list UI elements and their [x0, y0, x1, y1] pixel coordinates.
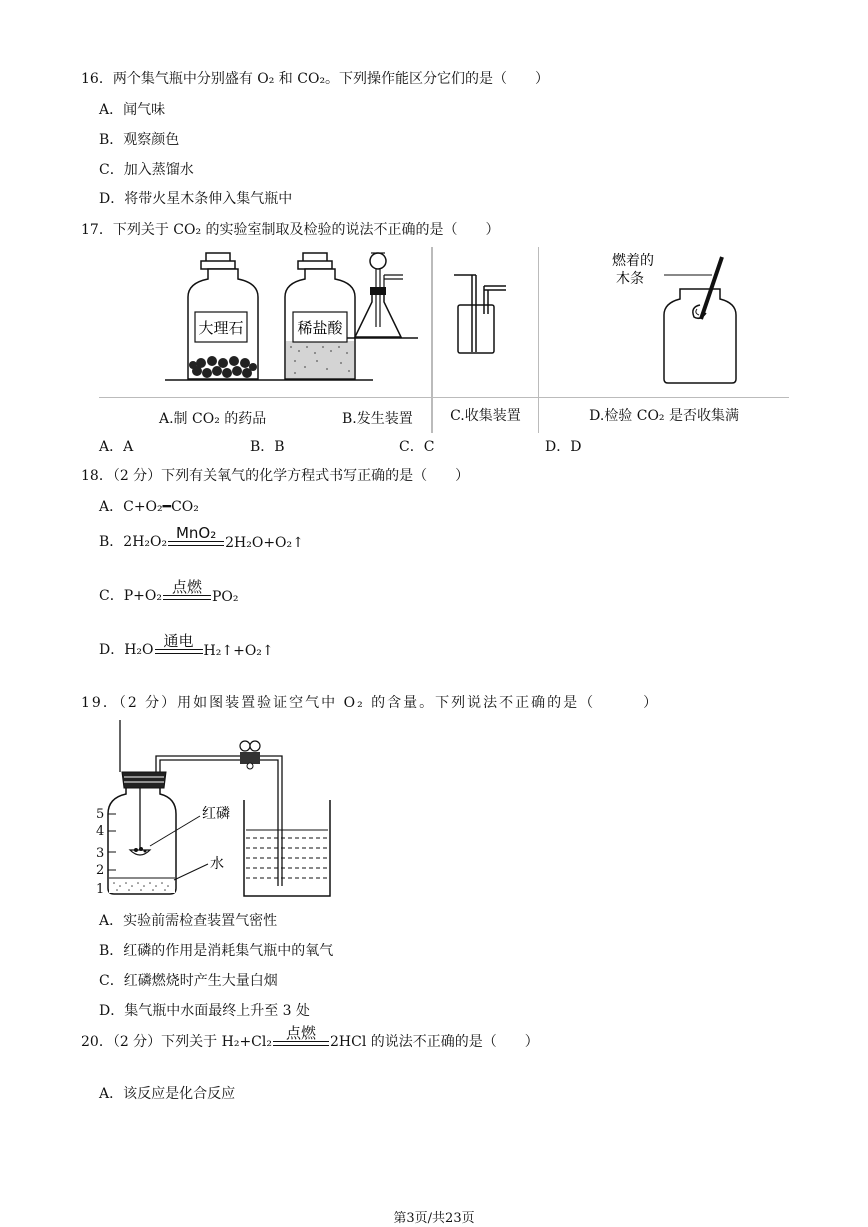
scale-3: 3	[96, 846, 105, 861]
label-water: 水	[210, 856, 224, 872]
q16-option-d: D．将带火星木条伸入集气瓶中	[99, 191, 293, 207]
label-stick: 木条	[616, 271, 645, 288]
q16-option-b: B．观察颜色	[99, 132, 180, 148]
caption-a: A.制 CO₂ 的药品	[159, 410, 267, 427]
q20-stem-suffix: 2HCl 的说法不正确的是（ ）	[329, 1034, 539, 1050]
q18-option-a: A．C+O₂━CO₂	[99, 499, 199, 515]
q18-d-condition: 通电	[163, 632, 194, 650]
q18-b-reactant: B．2H₂O₂	[99, 534, 168, 550]
q18-b-condition: MnO₂	[175, 524, 217, 542]
caption-b: B.发生装置	[342, 410, 413, 427]
q18-option-d	[99, 633, 274, 659]
scale-4: 4	[96, 824, 105, 839]
figure-c-cell	[432, 247, 538, 397]
q18-b-product: 2H₂O+O₂↑	[225, 535, 304, 551]
q18-option-c	[99, 579, 238, 605]
scale-2: 2	[96, 863, 105, 878]
q20-stem	[81, 1025, 539, 1051]
label-marble: 大理石	[198, 319, 244, 338]
generation-apparatus-figure	[343, 247, 423, 342]
reagent-bottles-figure	[155, 247, 375, 392]
q16-option-c: C．加入蒸馏水	[99, 162, 194, 178]
q18-option-b	[99, 525, 304, 551]
q17-option-b: B．B	[250, 439, 285, 455]
q17-option-d: D．D	[545, 439, 582, 455]
q20-option-a: A．该反应是化合反应	[99, 1086, 236, 1102]
collection-bottle-figure	[450, 270, 520, 370]
q20-condition: 点燃	[285, 1024, 316, 1042]
q16-option-a: A．闻气味	[99, 102, 166, 118]
q18-stem: 18．（2 分）下列有关氧气的化学方程式书写正确的是（ ）	[81, 468, 470, 484]
q17-stem: 17．下列关于 CO₂ 的实验室制取及检验的说法不正确的是（ ）	[81, 222, 500, 238]
q17-option-a: A．A	[99, 439, 134, 455]
page-footer: 第3页/共23页	[393, 1211, 475, 1226]
q19-option-a: A．实验前需检查装置气密性	[99, 913, 278, 929]
label-burning: 燃着的	[612, 253, 655, 270]
q19-option-c: C．红磷燃烧时产生大量白烟	[99, 973, 278, 989]
q19-option-d: D．集气瓶中水面最终上升至 3 处	[99, 1003, 311, 1019]
q17-option-c: C．C	[399, 439, 435, 455]
q18-d-reactant: D．H₂O	[99, 642, 154, 658]
q17-figure-table	[99, 247, 789, 433]
scale-5: 5	[96, 807, 105, 822]
caption-c: C.收集装置	[432, 397, 538, 433]
q19-option-b: B．红磷的作用是消耗集气瓶中的氧气	[99, 943, 334, 959]
q18-c-condition: 点燃	[171, 578, 202, 596]
oxygen-content-apparatus-figure	[92, 718, 342, 903]
q18-c-product: PO₂	[211, 589, 239, 605]
q16-stem: 16．两个集气瓶中分别盛有 O₂ 和 CO₂。下列操作能区分它们的是（ ）	[81, 71, 550, 87]
label-red-phosphorus: 红磷	[202, 806, 230, 822]
q20-stem-prefix: 20．（2 分）下列关于 H₂+Cl₂	[81, 1034, 272, 1050]
label-dilute-hcl: 稀盐酸	[297, 319, 343, 338]
q18-c-reactant: C．P+O₂	[99, 588, 162, 604]
q19-stem: 19．（2 分）用如图装置验证空气中 O₂ 的含量。下列说法不正确的是（ ）	[81, 695, 660, 711]
burning-stick-test-figure	[564, 247, 764, 392]
figure-d-cell	[539, 247, 789, 397]
scale-1: 1	[96, 882, 105, 897]
caption-d: D.检验 CO₂ 是否收集满	[539, 397, 789, 433]
q18-d-product: H₂↑+O₂↑	[203, 643, 274, 659]
